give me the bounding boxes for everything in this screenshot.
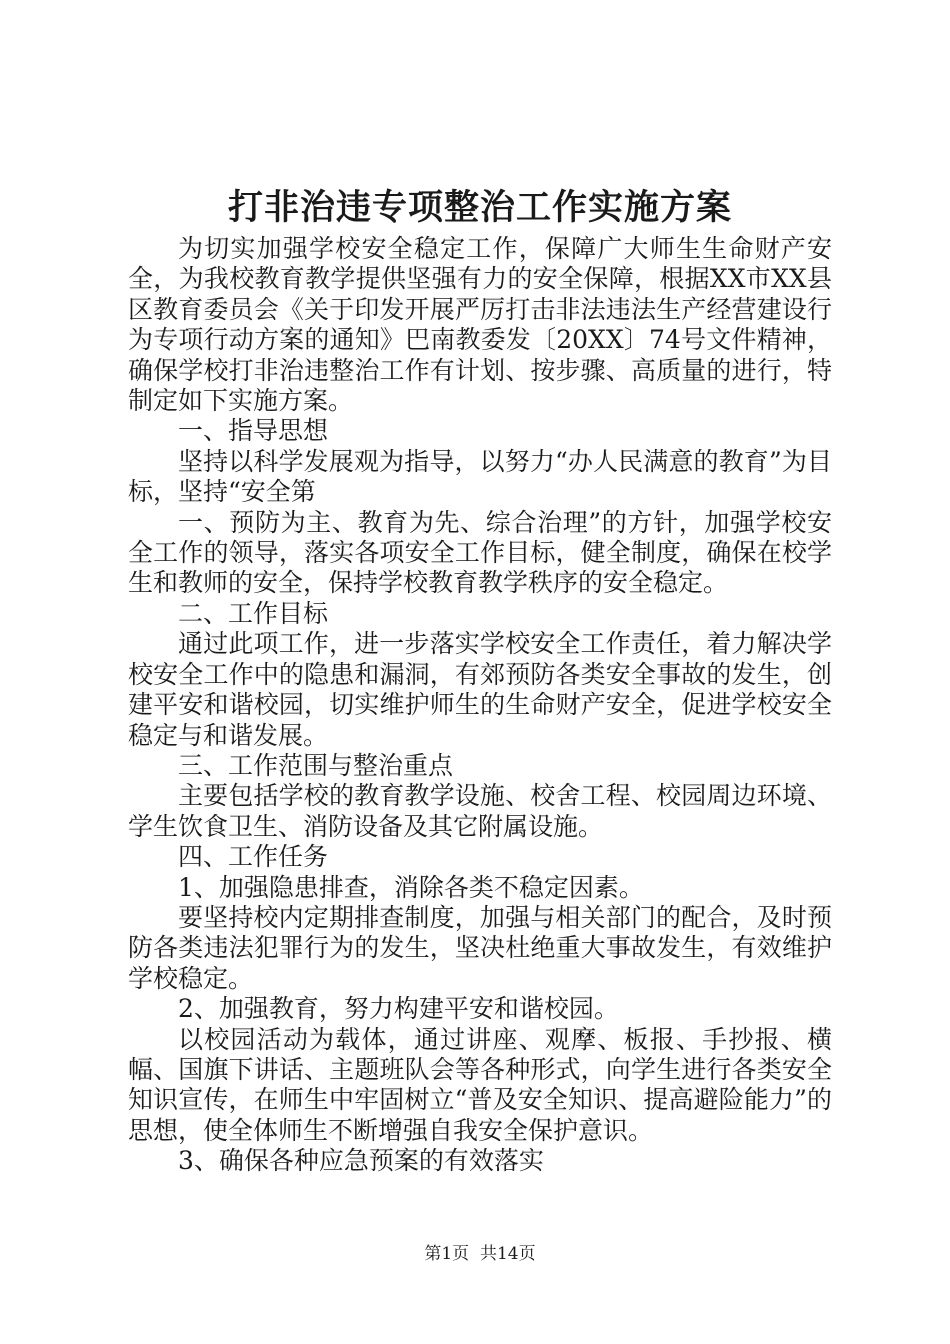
document-title: 打非治违专项整治工作实施方案 [227,187,732,228]
document-page [128,0,832,1344]
page-number-label: 第1页 共14页 [424,1244,536,1264]
document-body [128,234,832,1177]
section-heading-scope: 三、工作范围与整治重点 [178,750,454,780]
section-heading-guiding-ideology: 一、指导思想 [178,416,329,446]
guiding-ideology-paragraph: 坚持以科学发展观为指导，以努力“办人民满意的教育”为目标，坚持“安全第 [128,446,832,507]
task-heading-2: 2、加强教育，努力构建平安和谐校园。 [178,994,619,1024]
page-footer [128,1242,832,1266]
section-heading-tasks: 四、工作任务 [178,842,329,872]
intro-paragraph: 为切实加强学校安全稳定工作，保障广大师生生命财产安全，为我校教育教学提供坚强有力的安全保障，根据XX市XX县区教育委员会《关于印发开展严厉打击非法违法生产经营建设行为专项行动方案的通知》巴南教委发〔20XX〕74号文件精神，确保学校打非治违整治工作有计划、按步骤、高质量的进行，特制定如下实施方案。 [128,234,832,416]
task-1-paragraph: 要坚持校内定期排查制度，加强与相关部门的配合，及时预防各类违法犯罪行为的发生，坚决杜绝重大事故发生，有效维护学校稳定。 [128,902,832,993]
scope-paragraph: 主要包括学校的教育教学设施、校舍工程、校园周边环境、学生饮食卫生、消防设备及其它附属设施。 [128,781,832,841]
task-heading-1: 1、加强隐患排查，消除各类不稳定因素。 [178,872,644,902]
task-heading-3: 3、确保各种应急预案的有效落实 [178,1146,544,1176]
section-heading-work-goals: 二、工作目标 [178,598,329,628]
task-2-paragraph: 以校园活动为载体，通过讲座、观摩、板报、手抄报、横幅、国旗下讲话、主题班队会等各种形式，向学生进行各类安全知识宣传，在师生中牢固树立“普及安全知识、提高避险能力”的思想，使全体师生不断增强自我安全保护意识。 [128,1024,832,1145]
guiding-ideology-paragraph-continued: 一、预防为主、教育为先、综合治理”的方针，加强学校安全工作的领导，落实各项安全工作目标，健全制度，确保在校学生和教师的安全，保持学校教育教学秩序的安全稳定。 [128,507,832,598]
work-goals-paragraph: 通过此项工作，进一步落实学校安全工作责任，着力解决学校安全工作中的隐患和漏洞，有郊预防各类安全事故的发生，创建平安和谐校园，切实维护师生的生命财产安全，促进学校安全稳定与和谐发展。 [128,629,832,750]
